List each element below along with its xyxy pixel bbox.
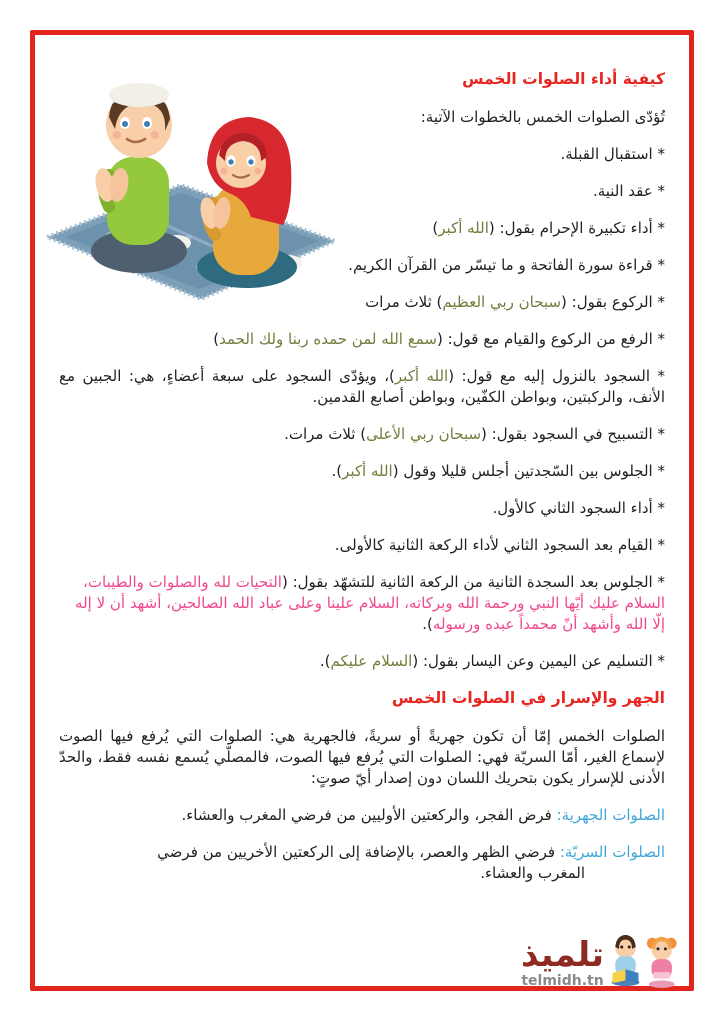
praying-children-illustration bbox=[49, 69, 329, 261]
telmidh-logo-text bbox=[521, 935, 604, 989]
text-run: * عقد النية. bbox=[592, 182, 665, 200]
text-run: * السجود بالنزول إليه مع قول: ( bbox=[448, 367, 665, 385]
praying-boy bbox=[91, 83, 191, 273]
text-run: * أداء السجود الثاني كالأول. bbox=[492, 499, 665, 517]
prayer-step-taslim bbox=[59, 651, 665, 672]
page-border-frame bbox=[30, 30, 694, 991]
sirriya-prayers-text bbox=[157, 843, 665, 861]
text-run: الصلوات السريّة: bbox=[559, 843, 665, 861]
text-run: ). bbox=[331, 462, 343, 480]
prayer-mat bbox=[47, 185, 335, 299]
section1-title: كيفية أداء الصلوات الخمس bbox=[462, 70, 665, 88]
text-run: السلام عليكم bbox=[330, 652, 413, 670]
text-run: فرض الفجر، والركعتين الأوليين من فرضي المغرب والعشاء. bbox=[181, 806, 557, 824]
prayer-step-sujud bbox=[59, 366, 665, 408]
prayer-step-second-sujud bbox=[59, 498, 665, 519]
text-run: سبحان ربي الأعلى bbox=[366, 425, 482, 443]
telmidh-logo-arabic: تلميذ bbox=[521, 935, 604, 975]
text-run: * أداء تكبيرة الإحرام بقول: ( bbox=[488, 219, 665, 237]
text-run: * الجلوس بين السّجدتين أجلس قليلا وقول ( bbox=[392, 462, 665, 480]
text-run: ) ثلاث مرات. bbox=[284, 425, 367, 443]
prayer-step-jalsa bbox=[59, 461, 665, 482]
prayer-step-ruku bbox=[59, 292, 665, 313]
section1-intro: تُؤدّى الصلوات الخمس بالخطوات الآتية: bbox=[420, 108, 665, 126]
text-run: * قراءة سورة الفاتحة و ما تيسّر من القرآن الكريم. bbox=[348, 256, 665, 274]
telmidh-logo bbox=[521, 932, 684, 988]
text-run: ). bbox=[319, 652, 331, 670]
prayer-step-tashahhud bbox=[59, 572, 665, 635]
prayer-step-raf bbox=[59, 329, 665, 350]
jahr-israr-paragraph: الصلوات الخمس إمّا أن تكون جهريةً أو سريةً، فالجهرية هي: الصلوات التي يُرفع فيها الصوت لإسماع الغير، أمّا السريّة فهي: الصلوات التي يُرفع فيها الصوت، فالمصلّي يُسمع نفسه فقط، والحدّ الأدنى للإسرار يكون بتحريك اللسان دون إصدار أيّ صوتٍ: bbox=[59, 727, 665, 787]
text-run: * القيام بعد السجود الثاني لأداء الركعة الثانية كالأولى. bbox=[334, 536, 665, 554]
document-content bbox=[35, 35, 689, 989]
text-run: * الركوع بقول: ( bbox=[561, 293, 665, 311]
text-run: سمع الله لمن حمده ربنا ولك الحمد bbox=[219, 330, 437, 348]
section2-title: الجهر والإسرار في الصلوات الخمس bbox=[391, 689, 665, 707]
telmidh-logo-domain: telmidh.tn bbox=[521, 973, 604, 989]
logo-boy-reading bbox=[612, 935, 640, 986]
text-run: ) bbox=[213, 330, 220, 348]
text-run: * الجلوس بعد السجدة الثانية من الركعة الثانية للتشهّد بقول: ( bbox=[281, 573, 665, 591]
text-run: الله أكبر bbox=[438, 219, 489, 237]
text-run: التحيات لله والصلوات والطيبات، السلام عليك أيّها النبي ورحمة الله وبركاته، السلام علينا وعلى عباد الله الصالحين، أشهد أن لا إله إلّا الله وأشهد أنّ محمداً عبده ورسوله bbox=[75, 573, 665, 633]
text-run: ). bbox=[422, 615, 433, 633]
text-run: ) bbox=[432, 219, 439, 237]
prayer-step-qiyam bbox=[59, 535, 665, 556]
text-run: * استقبال القبلة. bbox=[560, 145, 665, 163]
text-run: * الرفع من الركوع والقيام مع قول: ( bbox=[436, 330, 665, 348]
text-run: * التسبيح في السجود بقول: ( bbox=[481, 425, 665, 443]
logo-kids-icon bbox=[606, 932, 684, 988]
text-run: الصلوات الجهرية: bbox=[556, 806, 665, 824]
text-run: ) ثلاث مرات bbox=[365, 293, 443, 311]
text-run: فرضي الظهر والعصر، بالإضافة إلى الركعتين الأخريين من فرضي bbox=[157, 843, 560, 861]
text-run: سبحان ربي العظيم bbox=[442, 293, 562, 311]
sirriya-prayers-last-line: المغرب والعشاء. bbox=[480, 864, 585, 882]
text-run: الله أكبر bbox=[394, 367, 449, 385]
logo-girl-reading bbox=[647, 937, 677, 988]
jahriya-prayers-line bbox=[59, 805, 665, 826]
sirriya-prayers-line bbox=[59, 842, 665, 884]
text-run: الله أكبر bbox=[342, 462, 393, 480]
prayer-step-tasbih bbox=[59, 424, 665, 445]
text-run: * التسليم عن اليمين وعن اليسار بقول: ( bbox=[412, 652, 665, 670]
text-run: )، ويؤدّى السجود على سبعة أعضاءٍ، هي: الجبين مع الأنف، والركبتين، وبواطن الكفّين، وبواطن أصابع القدمين. bbox=[59, 367, 665, 406]
